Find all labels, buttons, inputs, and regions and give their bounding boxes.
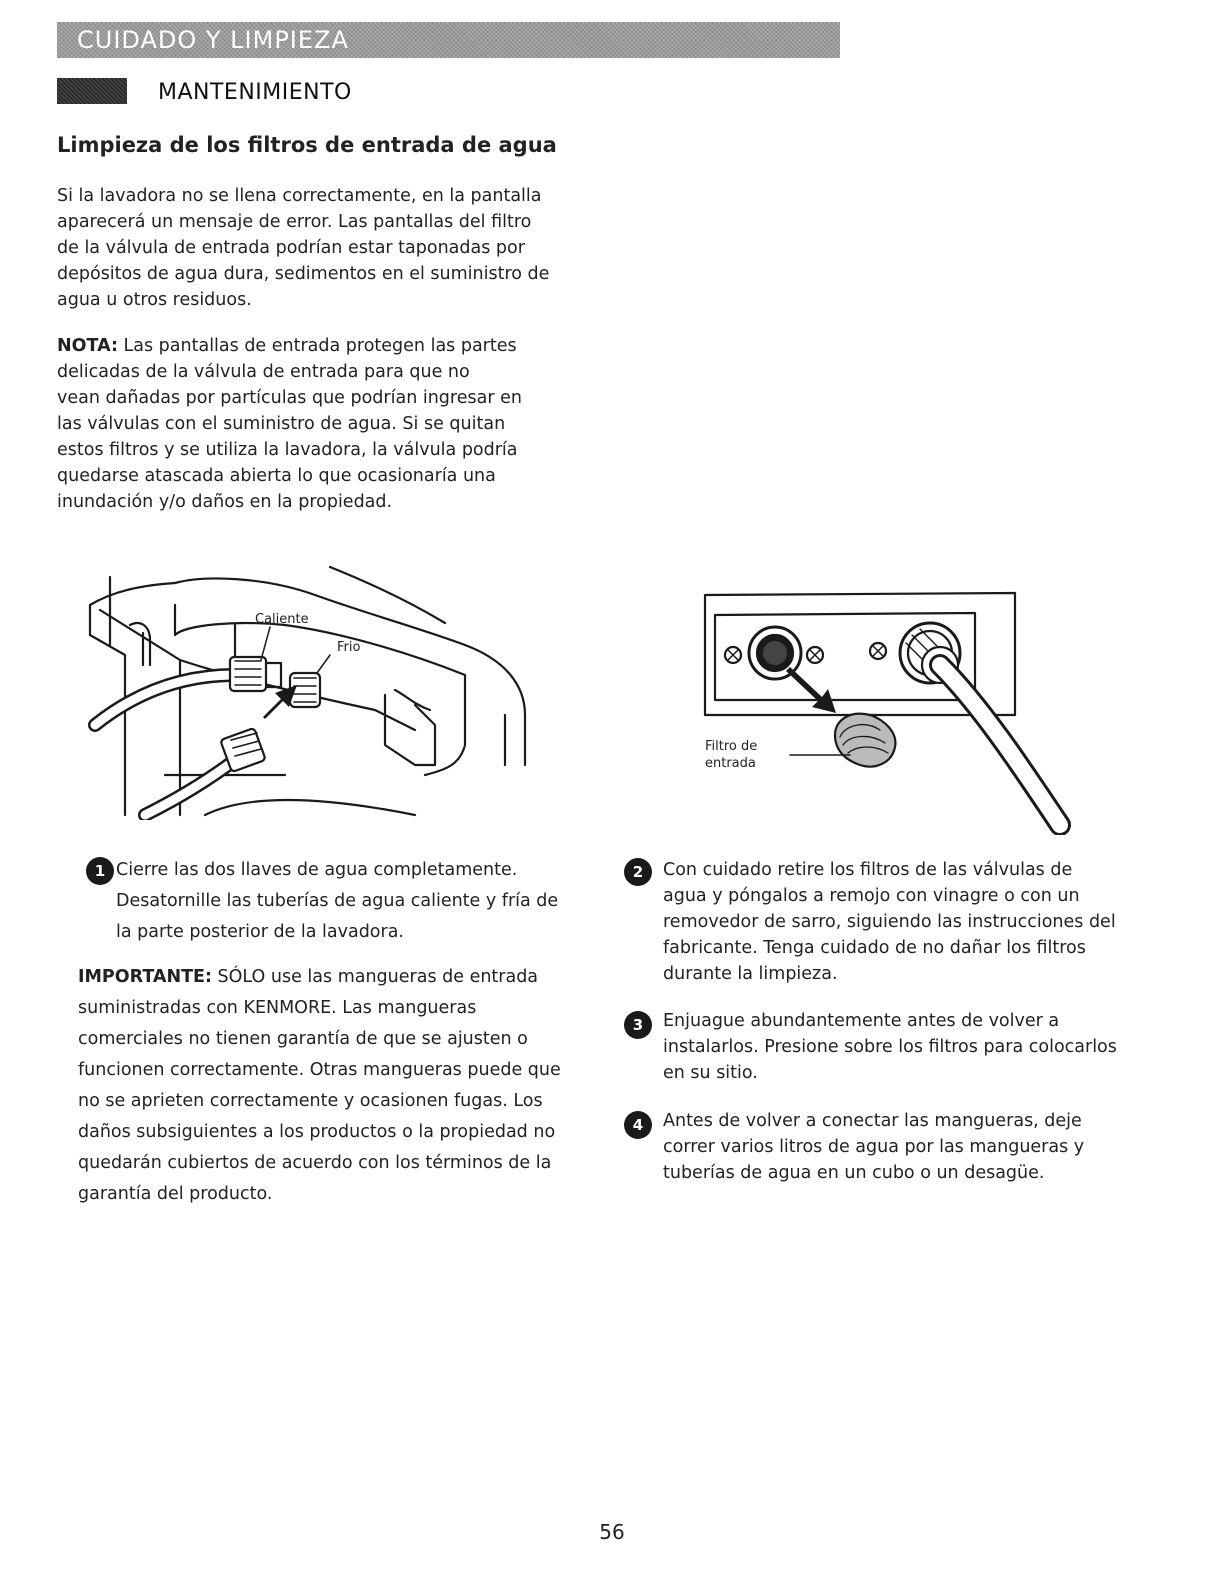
importante-line: SÓLO use las mangueras de entrada xyxy=(211,967,539,987)
inlet-filter-illustration xyxy=(700,585,1095,835)
filter-label-line2: entrada xyxy=(705,756,756,771)
step-line: Con cuidado retire los filtros de las válvulas de xyxy=(663,860,1073,880)
step-line: durante la limpieza. xyxy=(663,964,838,984)
step-line: fabricante. Tenga cuidado de no dañar los filtros xyxy=(663,938,1086,958)
nota-line: estos filtros y se utiliza la lavadora, la válvula podría xyxy=(57,440,518,460)
importante-line: daños subsiguientes a los productos o la propiedad no xyxy=(78,1122,556,1142)
banner-title: CUIDADO Y LIMPIEZA xyxy=(77,26,349,54)
nota-paragraph xyxy=(57,333,567,515)
importante-line: funcionen correctamente. Otras mangueras puede que xyxy=(78,1060,561,1080)
step-line: instalarlos. Presione sobre los filtros para colocarlos xyxy=(663,1037,1117,1057)
nota-line: vean dañadas por partículas que podrían ingresar en xyxy=(57,388,522,408)
intro-line: de la válvula de entrada podrían estar taponadas por xyxy=(57,238,525,258)
nota-label: NOTA: xyxy=(57,336,118,356)
importante-line: no se aprieten correctamente y ocasionen fugas. Los xyxy=(78,1091,543,1111)
intro-line: depósitos de agua dura, sedimentos en el suministro de xyxy=(57,264,550,284)
intro-paragraph xyxy=(57,183,567,313)
step-number-badge: 1 xyxy=(86,857,114,885)
importante-label: IMPORTANTE: xyxy=(78,967,212,987)
hot-label: Caliente xyxy=(255,612,309,627)
filter-label-line1: Filtro de xyxy=(705,739,758,754)
step-number-badge: 4 xyxy=(624,1111,652,1139)
importante-line: comerciales no tienen garantía de que se ajusten o xyxy=(78,1029,528,1049)
nota-line: las válvulas con el suministro de agua. Si se quitan xyxy=(57,414,506,434)
valve-hoses-illustration xyxy=(85,565,545,820)
intro-line: aparecerá un mensaje de error. Las pantallas del filtro xyxy=(57,212,532,232)
step-2-text xyxy=(663,857,1163,987)
page-subtitle: Limpieza de los filtros de entrada de agua xyxy=(57,133,557,157)
importante-line: quedarán cubiertos de acuerdo con los términos de la xyxy=(78,1153,552,1173)
step-line: Enjuague abundantemente antes de volver a xyxy=(663,1011,1060,1031)
intro-line: agua u otros residuos. xyxy=(57,290,252,310)
step-line: tuberías de agua en un cubo o un desagüe. xyxy=(663,1163,1045,1183)
step-3-text xyxy=(663,1008,1163,1086)
importante-line: suministradas con KENMORE. Las mangueras xyxy=(78,998,477,1018)
section-marker xyxy=(57,78,127,104)
nota-line: delicadas de la válvula de entrada para que no xyxy=(57,362,470,382)
section-title: MANTENIMIENTO xyxy=(158,80,352,105)
step-4-text xyxy=(663,1108,1163,1186)
step-line: Antes de volver a conectar las mangueras, deje xyxy=(663,1111,1082,1131)
nota-line: inundación y/o daños en la propiedad. xyxy=(57,492,393,512)
step-number-badge: 3 xyxy=(624,1011,652,1039)
nota-line: Las pantallas de entrada protegen las partes xyxy=(117,336,517,356)
nota-line: quedarse atascada abierta lo que ocasionaría una xyxy=(57,466,496,486)
step-line: en su sitio. xyxy=(663,1063,758,1083)
step-line: Desatornille las tuberías de agua caliente y fría de xyxy=(116,891,559,911)
cold-label: Frio xyxy=(337,640,361,655)
intro-line: Si la lavadora no se llena correctamente, en la pantalla xyxy=(57,186,542,206)
step-line: removedor de sarro, siguiendo las instrucciones del xyxy=(663,912,1116,932)
page-number: 56 xyxy=(599,1520,625,1544)
step-1-text xyxy=(116,855,596,948)
step-line: la parte posterior de la lavadora. xyxy=(116,922,404,942)
step-line: agua y póngalos a remojo con vinagre o con un xyxy=(663,886,1080,906)
step-number-badge: 2 xyxy=(624,858,652,886)
importante-line: garantía del producto. xyxy=(78,1184,273,1204)
section-banner xyxy=(57,22,840,58)
importante-paragraph xyxy=(78,962,588,1210)
step-line: correr varios litros de agua por las mangueras y xyxy=(663,1137,1085,1157)
step-line: Cierre las dos llaves de agua completamente. xyxy=(116,860,518,880)
